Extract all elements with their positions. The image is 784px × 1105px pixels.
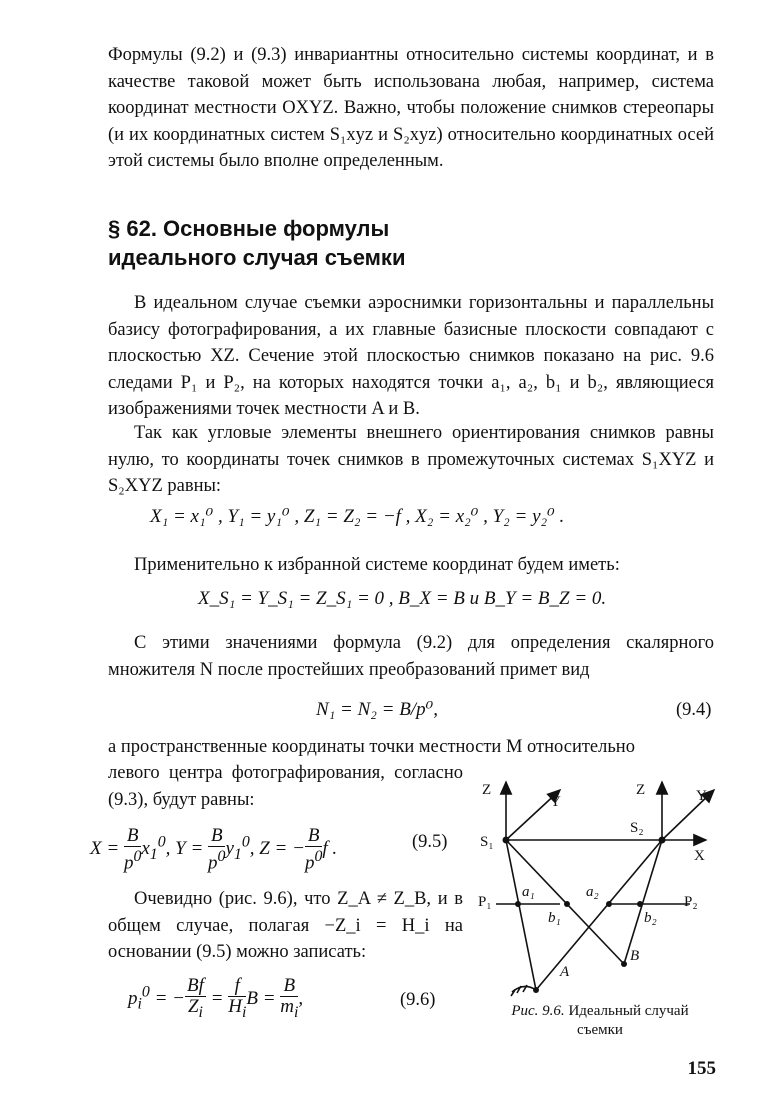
point-B [621,961,627,967]
point-b2 [637,901,643,907]
figure-caption-text: Идеальный случай [568,1003,689,1019]
label-z1: Z [482,782,492,798]
section-heading-line2: идеального случая съемки [108,245,406,270]
paragraph-intro: Формулы (9.2) и (9.3) инвариантны относительно системы координат, и в качестве таковой может быть использована любая, например, система координат местности OXYZ. Важно, чтобы положение снимков стереопары (и их координатных систем S₁xyz и S₂xyz) относительно координатных осей этой системы было вполне определенным. [108,45,714,171]
paragraph-left-center: левого центра фотографирования, согласно (9.3), будут равны: [108,763,463,810]
section-heading-line1: § 62. Основные формулы [108,216,390,241]
point-s1 [503,837,510,844]
ray-s1-a [506,840,536,990]
paragraph-chosen-system: Применительно к избранной системе координат будем иметь: [134,555,620,575]
label-A: A [560,964,570,980]
point-b1 [564,901,570,907]
point-A [533,987,539,993]
label-p2: P₂ [684,894,698,910]
label-B: B [630,948,640,964]
equation-coordinates: X₁ = x₁⁰ , Y₁ = y₁⁰ , Z₁ = Z₂ = −f , X₂ = x₂⁰ , Y₂ = y₂⁰ . [150,506,565,527]
equation-number-9-6: (9.6) [400,990,436,1010]
figure-caption [480,1002,720,1040]
label-s2: S₂ [630,820,644,836]
equation-base-components: X_S₁ = Y_S₁ = Z_S₁ = 0 , B_X = B и B_Y = B_Z = 0. [198,588,607,609]
label-p1: P₁ [478,894,492,910]
equation-9-6: $p_i^0$ = − $\frac{Bf}{Z_i}$ = $\frac{f}{H_i}$ B = $\frac{B}{m_i}$ , [128,975,304,1021]
label-b2: b₂ [644,910,657,926]
paragraph-scalar-multiplier: С этими значениями формула (9.2) для определения скалярного множителя N после простейших преобразований примет вид [108,633,714,680]
equation-9-5: X = $\frac{B}{p^0}$ $x_1^0$, Y = $\frac{B}{p^0}$ $y_1^0$, Z = − $\frac{B}{p^0}$ f . [90,825,338,874]
ray-s2-b [624,840,662,964]
label-a1: a₁ [522,884,535,900]
page-number: 155 [687,1058,716,1079]
label-a2: a₂ [586,884,599,900]
equation-number-9-4: (9.4) [676,700,712,720]
label-b1: b₁ [548,910,561,926]
label-y1: Y [550,794,561,810]
paragraph-ideal-case: В идеальном случае съемки аэроснимки горизонтальны и параллельны базису фотографирования, а их главные базисные плоскости совпадают с плоскостью XZ. Сечение этой плоскостью снимков показано на рис. 9.6 следами P₁ и P₂, на которых находятся точки a₁, a₂, b₁ и b₂, являющиеся изображениями точек местности A и B. [108,293,714,419]
paragraph-spatial-coordinates: а пространственные координаты точки местности M относительно [108,737,635,757]
paragraph-angular-elements: Так как угловые элементы внешнего ориентирования снимков равны нулю, то координаты точек снимков в промежуточных системах S₁XYZ и S₂XYZ равны: [108,423,714,496]
equation-9-4: N₁ = N₂ = B/p⁰, [316,699,438,720]
equation-number-9-5: (9.5) [412,832,448,852]
label-s1: S₁ [480,834,494,850]
label-y2: Y [696,788,707,804]
figure-caption-text2: съемки [577,1022,623,1038]
point-a1 [515,901,521,907]
paragraph-zA-zB: Очевидно (рис. 9.6), что Z_A ≠ Z_B, и в общем случае, полагая −Z_i = H_i на основании (9.5) можно записать: [108,889,463,962]
label-z2: Z [636,782,646,798]
figure-caption-label: Рис. 9.6. [511,1003,565,1019]
point-s2 [659,837,666,844]
label-x: X [694,848,705,864]
point-a2 [606,901,612,907]
